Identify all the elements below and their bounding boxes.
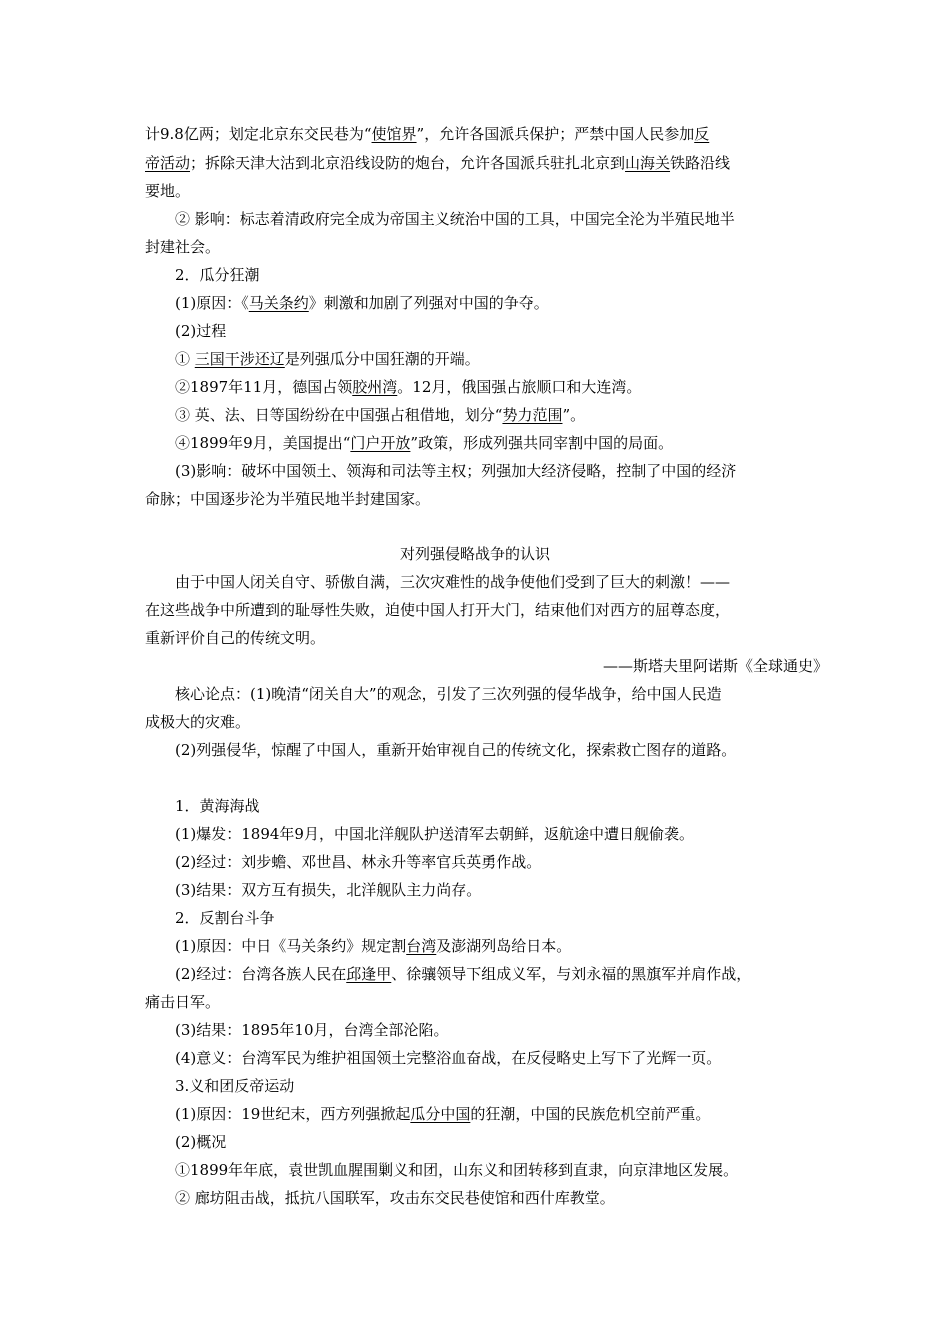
text-segment: 成极大的灾难。 [145,713,251,731]
text-segment: 命脉；中国逐步沦为半殖民地半封建国家。 [145,490,431,508]
text-segment: 在这些战争中所遭到的耻辱性失败，迫使中国人打开大门，结束他们对西方的屈尊态度， [145,601,731,619]
text-line [145,489,430,509]
text-segment: 重新评价自己的传统文明。 [145,629,326,647]
text-segment: 对列强侵略战争的认识 [399,545,550,563]
text-segment: (3)结果：双方互有损失，北洋舰队主力尚存。 [175,881,482,899]
text-line [0,544,950,564]
text-line [145,628,325,648]
text-line [175,572,730,592]
text-line [603,656,828,676]
text-line [175,796,260,816]
text-segment: ① [175,350,195,368]
text-line [175,936,571,956]
underlined-term: 门户开放 [350,434,411,452]
text-segment: 2．瓜分狂潮 [175,266,260,284]
text-line [175,1132,226,1152]
text-line [145,237,220,257]
text-segment: ①1899年年底，袁世凯血腥围剿义和团，山东义和团转移到直隶，向京津地区发展。 [175,1161,739,1179]
text-segment: ；拆除天津大沽到北京沿线设防的炮台，允许各国派兵驻扎北京到 [190,154,626,172]
text-segment: (1)原因：《 [175,294,249,312]
underlined-term: 邱逢甲 [346,965,392,983]
text-line [145,181,190,201]
text-segment: (1)原因：中日《马关条约》规定割 [175,937,407,955]
text-line [175,209,735,229]
underlined-term: 瓜分中国 [410,1105,471,1123]
text-line [175,1104,710,1124]
text-segment: (2)经过：刘步蟾、邓世昌、林永升等率官兵英勇作战。 [175,853,542,871]
text-segment: ② 影响：标志着清政府完全成为帝国主义统治中国的工具，中国完全沦为半殖民地半 [175,210,735,228]
text-segment: ——斯塔夫里阿诺斯《全球通史》 [602,657,828,675]
text-line [175,908,275,928]
text-segment: 。12月，俄国强占旅顺口和大连湾。 [397,378,642,396]
underlined-term: 使馆界 [371,125,417,143]
text-line [175,1160,738,1180]
text-segment: (2)列强侵华，惊醒了中国人，重新开始审视自己的传统文化，探索救亡图存的道路。 [175,741,737,759]
text-line [175,880,481,900]
text-line [175,293,549,313]
text-line [175,433,673,453]
text-segment: ③ 英、法、日等国纷纷在中国强占租借地，划分“ [175,406,503,424]
text-segment: ”。 [562,406,586,424]
underlined-term: 胶州湾 [352,378,398,396]
text-line [175,964,751,984]
text-segment: 由于中国人闭关自守、骄傲自满，三次灾难性的战争使他们受到了巨大的刺激！—— [175,573,731,591]
text-segment: 、徐骧领导下组成义军，与刘永福的黑旗军并肩作战， [391,965,752,983]
text-line [175,321,226,341]
text-segment: 封建社会。 [145,238,221,256]
text-segment: (2)经过：台湾各族人民在 [175,965,347,983]
text-line [175,1188,615,1208]
underlined-term: 帝活动 [145,154,191,172]
text-line [175,349,480,369]
text-segment: ”政策，形成列强共同宰割中国的局面。 [410,434,674,452]
underlined-term: 山海关 [625,154,671,172]
text-line [175,1076,294,1096]
text-segment: (2)过程 [175,322,227,340]
text-segment: ②1897年11月，德国占领 [175,378,353,396]
underlined-term: 反 [694,125,710,143]
text-segment: 的狂潮，中国的民族危机空前严重。 [470,1105,711,1123]
text-segment: (2)概况 [175,1133,227,1151]
text-segment: (1)原因：19世纪末，西方列强掀起 [175,1105,411,1123]
text-segment: 3.义和团反帝运动 [175,1077,295,1095]
text-line [175,740,736,760]
underlined-term: 台湾 [406,937,437,955]
text-segment: (3)结果：1895年10月，台湾全部沦陷。 [175,1021,449,1039]
text-segment: 铁路沿线 [670,154,731,172]
underlined-term: 势力范围 [502,406,563,424]
text-line [175,824,694,844]
text-segment: ② 廊坊阻击战，抵抗八国联军，攻击东交民巷使馆和西什库教堂。 [175,1189,615,1207]
text-segment: 核心论点：(1)晚清“闭关自大”的观念，引发了三次列强的侵华战争，给中国人民造 [175,685,722,703]
underlined-term: 三国干涉还辽 [194,350,285,368]
text-line [175,1048,721,1068]
text-segment: ”，允许各国派兵保护；严禁中国人民参加 [416,125,695,143]
text-line [175,852,541,872]
text-segment: 痛击日军。 [145,993,221,1011]
text-segment: 》刺激和加剧了列强对中国的争夺。 [308,294,549,312]
text-segment: ④1899年9月，美国提出“ [175,434,351,452]
text-segment: 是列强瓜分中国狂潮的开端。 [284,350,480,368]
text-segment: 1．黄海海战 [175,797,260,815]
text-line [145,124,709,144]
underlined-term: 马关条约 [248,294,309,312]
text-line [175,265,260,285]
text-line [145,712,250,732]
text-line [175,461,736,481]
text-line [175,684,722,704]
text-line [175,377,641,397]
text-segment: (4)意义：台湾军民为维护祖国领土完整浴血奋战，在反侵略史上写下了光辉一页。 [175,1049,722,1067]
text-line [175,405,585,425]
text-segment: 要地。 [145,182,191,200]
text-line [145,992,220,1012]
text-segment: 及澎湖列岛给日本。 [436,937,572,955]
text-segment: (3)影响：破坏中国领土、领海和司法等主权；列强加大经济侵略，控制了中国的经济 [175,462,737,480]
text-segment: (1)爆发：1894年9月，中国北洋舰队护送清军去朝鲜，返航途中遭日舰偷袭。 [175,825,694,843]
text-line [175,1020,449,1040]
text-segment: 2．反割台斗争 [175,909,275,927]
text-segment: 计9.8亿两；划定北京东交民巷为“ [145,125,372,143]
text-line [145,153,730,173]
text-line [145,600,730,620]
